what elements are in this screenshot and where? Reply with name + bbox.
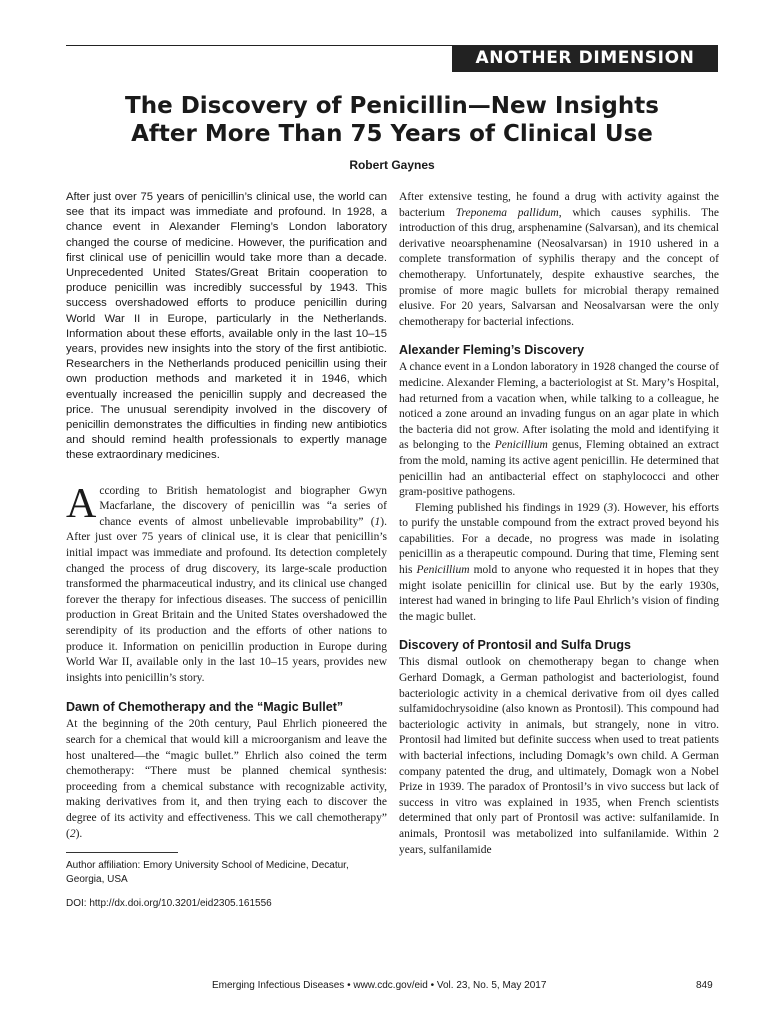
doi-link[interactable]: DOI: http://dx.doi.org/10.3201/eid2305.161556 [66, 898, 272, 910]
right-column [399, 190, 719, 858]
author-affiliation: Author affiliation: Emory University School of Medicine, Decatur, Georgia, USA [66, 860, 349, 886]
fleming-paragraph-1: A chance event in a London laboratory in 1928 changed the course of medicine. Alexander Fleming, a bacteriologist at St. Mary’s Hospital, had returned from a vacation when, while talking to a colleague, he noticed a zone around an invading fungus on an agar plate in which the bacteria did not grow. After isolating the mold and identifying it as belonging to the Penicillium genus, Fleming obtained an extract from the mold, naming its active agent penicillin. He determined that penicillin had an antibacterial effect on staphylococci and other gram-positive pathogens. [399, 361, 719, 499]
abstract: After just over 75 years of penicillin’s clinical use, the world can see that its impact was immediate and profound. In 1928, a chance event in Alexander Fleming’s London laboratory changed the course of medicine. However, the purification and first clinical use of penicillin would take more than a decade. Unprecedented United States/Great Britain cooperation to produce penicillin was incredibly successful by 1943. This success overshadowed efforts to produce penicillin during World War II in Europe, particularly in the Netherlands. Information about these efforts, available only in the last 10–15 years, provides new insights into the story of the first antibiotic. Researchers in the Netherlands produced penicillin using their own production methods and marketed it in 1946, which eventually increased the penicillin supply and decreased the price. The unusual serendipity involved in the discovery of penicillin demonstrates the difficulties in finding new antibiotics and should remind health professionals to expertly manage these extraordinary medicines. [66, 191, 387, 462]
section-heading-chemotherapy: Dawn of Chemotherapy and the “Magic Bullet” [66, 700, 344, 715]
title-line-2: After More Than 75 Years of Clinical Use [131, 121, 653, 147]
drop-cap: A [66, 480, 97, 527]
salvarsan-paragraph: After extensive testing, he found a drug with activity against the bacterium Treponema pallidum, which causes syphilis. The introduction of this drug, arsphenamine (Salvarsan), and its chemical derivative neoarsphenamine (Neosalvarsan) in 1910 ushered in a complete transformation of syphilis therapy and the concept of chemotherapy. Unfortunately, despite exhaustive searches, the promise of more magic bullets for microbial therapy remained elusive. For 20 years, Salvarsan and Neosalvarsan were the only chemotherapy for bacterial infections. [399, 191, 720, 328]
author-name: Robert Gaynes [349, 158, 435, 172]
section-heading-fleming: Alexander Fleming’s Discovery [399, 343, 585, 358]
left-column [66, 190, 387, 911]
title-line-1: The Discovery of Penicillin—New Insights [125, 93, 659, 119]
reference-link[interactable]: 1 [374, 515, 381, 528]
reference-link[interactable]: 2 [69, 827, 76, 840]
page-number: 849 [696, 980, 713, 991]
chemotherapy-paragraph: At the beginning of the 20th century, Paul Ehrlich pioneered the search for a chemical that would kill a microorganism and leave the host unaltered—the “magic bullet.” Ehrlich also coined the term chemotherapy: “There must be planned chemical synthesis: proceeding from a chemical substance with recognizable activity, making derivatives from it, and then trying each to discover the degree of its activity and effectiveness. This we call chemotherapy” (2). [66, 718, 387, 840]
section-heading-prontosil: Discovery of Prontosil and Sulfa Drugs [399, 638, 631, 653]
fleming-paragraph-2: Fleming published his findings in 1929 (3). However, his efforts to purify the unstable compound from the extract proved beyond his capabilities. For a decade, no progress was made in isolating penicillin as a therapeutic compound. During that time, Fleming sent his Penicillium mold to anyone who requested it in hopes that they might isolate penicillin for clinical use. But by the early 1930s, interest had waned in bringing to life Paul Ehrlich’s vision of finding the magic bullet. [399, 501, 719, 623]
footer-journal-info: Emerging Infectious Diseases • www.cdc.gov/eid • Vol. 23, No. 5, May 2017 [212, 980, 547, 991]
reference-link[interactable]: 3 [607, 501, 614, 514]
affiliation-rule [66, 852, 178, 853]
intro-paragraph: According to British hematologist and biographer Gwyn Macfarlane, the discovery of penicillin was “a series of chance events of almost unbelievable improbability” (1). After just over 75 years of clinical use, it is clear that penicillin’s initial impact was immediate and profound. Its detection completely changed the process of drug discovery, its large-scale production transformed the pharmaceutical industry, and its clinical use changed forever the therapy for infectious diseases. The success of penicillin production in Great Britain and the United States overshadowed the serendipity of its production and the efforts of other nations to produce it. Information on penicillin production in Europe during World War II, available only in the last 10–15 years, provides new insights into penicillin’s story. [66, 480, 387, 684]
article-title [66, 92, 718, 148]
section-banner: ANOTHER DIMENSION [452, 45, 718, 72]
prontosil-paragraph: This dismal outlook on chemotherapy began to change when Gerhard Domagk, a German pathologist and bacteriologist, found bacteriologic activity in a chemical derivative from oil dyes called sulfamidochrysoidine (also known as Prontosil). This compound had bacteriologic activity in animals, but strangely, none in vitro. Prontosil had limited but definite success when used to treat patients with bacterial infections, including Domagk’s own child. A German company patented the drug, and ultimately, Domagk won a Nobel Prize in 1939. The paradox of Prontosil’s in vivo success but lack of success in vitro was explained in 1935, when French scientists determined that only part of Prontosil was active: sulfanilamide. In animals, Prontosil was metabolized into sulfanilamide. Within 2 years, sulfanilamide [399, 656, 719, 856]
